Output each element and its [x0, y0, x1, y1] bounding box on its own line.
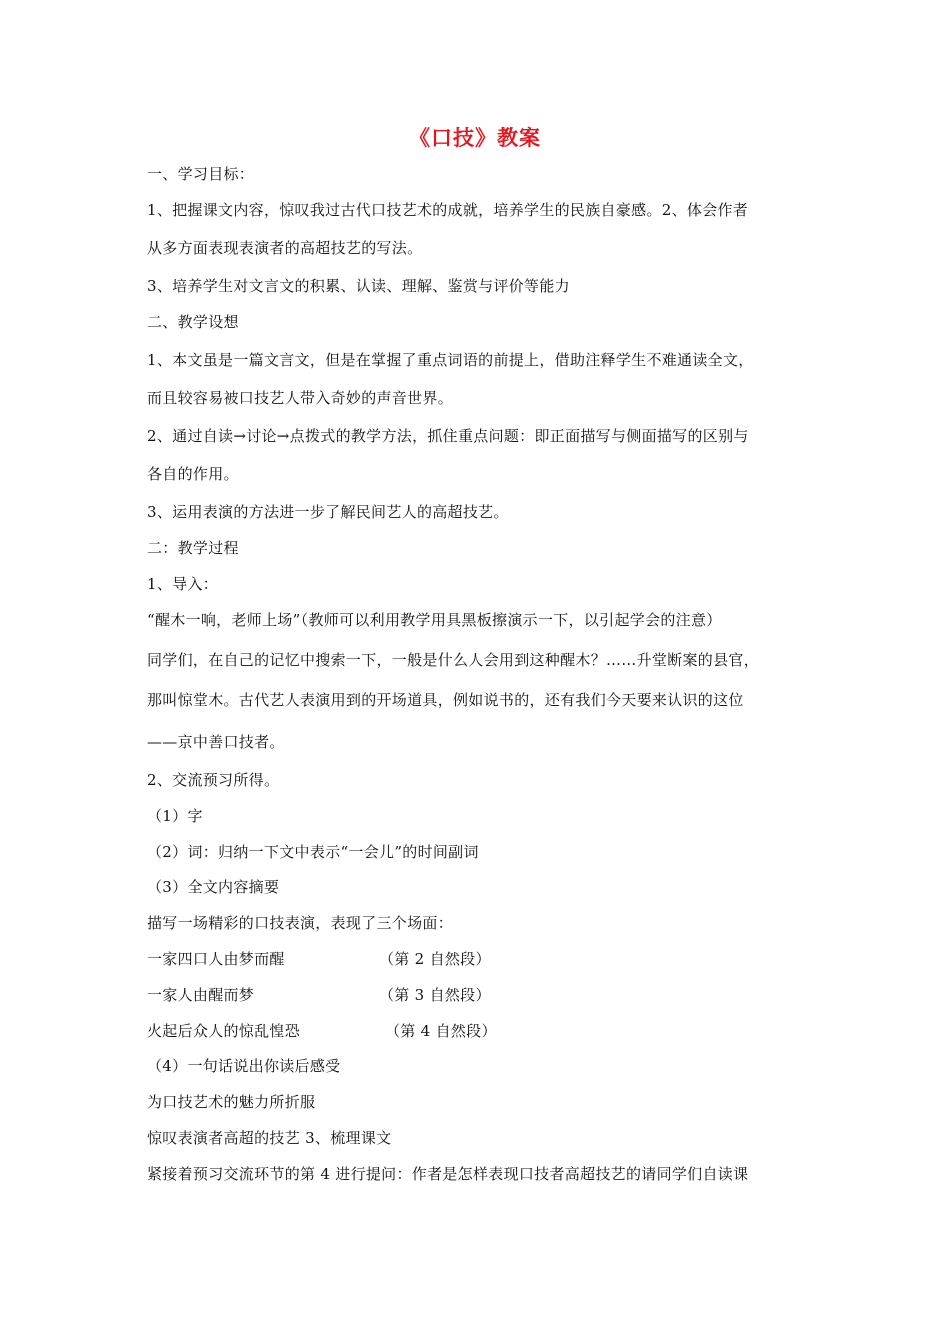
paragraph-line: 为口技艺术的魅力所折服	[147, 1093, 316, 1111]
paragraph-line: “醒木一响，老师上场”（教师可以利用教学用具黑板擦演示一下，以引起学会的注意）	[147, 611, 722, 629]
scene-row	[147, 1021, 497, 1041]
paragraph-line: 2、交流预习所得。	[147, 771, 280, 789]
paragraph-line: 描写一场精彩的口技表演，表现了三个场面：	[147, 914, 454, 932]
heading-learning-goals: 一、学习目标：	[147, 165, 255, 183]
scene-row	[147, 985, 491, 1005]
scene-paragraph: （第 2 自然段）	[379, 950, 491, 968]
paragraph-line: 从多方面表现表演者的高超技艺的写法。	[147, 239, 423, 257]
paragraph-line: （1）字	[147, 807, 203, 825]
paragraph-line: 紧接着预习交流环节的第 4 进行提问：作者是怎样表现口技者高超技艺的请同学们自读课	[147, 1165, 749, 1183]
paragraph-line: （2）词：归纳一下文中表示“一会儿”的时间副词	[147, 843, 479, 861]
paragraph-line: 1、导入：	[147, 575, 219, 593]
scene-row	[147, 949, 491, 969]
paragraph-line: 1、本文虽是一篇文言文，但是在掌握了重点词语的前提上，借助注释学生不难通读全文，	[147, 351, 754, 369]
scene-paragraph: （第 3 自然段）	[379, 986, 491, 1004]
paragraph-line: （3）全文内容摘要	[147, 878, 280, 896]
paragraph-line: 而且较容易被口技艺人带入奇妙的声音世界。	[147, 389, 454, 407]
heading-teaching-process: 二：教学过程	[147, 539, 239, 557]
heading-teaching-design: 二、教学设想	[147, 313, 239, 331]
paragraph-line: 3、培养学生对文言文的积累、认读、理解、鉴赏与评价等能力	[147, 277, 570, 295]
scene-paragraph: （第 4 自然段）	[385, 1022, 497, 1040]
paragraph-line: ——京中善口技者。	[147, 733, 285, 751]
paragraph-line: 各自的作用。	[147, 465, 239, 483]
scene-text: 一家人由醒而梦	[147, 986, 255, 1004]
document-title: 《口技》教案	[409, 126, 541, 150]
paragraph-line: 惊叹表演者高超的技艺 3、梳理课文	[147, 1129, 392, 1147]
paragraph-line: 1、把握课文内容，惊叹我过古代口技艺术的成就，培养学生的民族自豪感。2、体会作者	[147, 201, 749, 219]
paragraph-line: 2、通过自读→讨论→点拨式的教学方法，抓住重点问题：即正面描写与侧面描写的区别与	[147, 427, 749, 445]
paragraph-line: （4）一句话说出你读后感受	[147, 1057, 341, 1075]
paragraph-line: 同学们，在自己的记忆中搜索一下，一般是什么人会用到这种醒木？……升堂断案的县官，	[147, 651, 760, 669]
paragraph-line: 3、运用表演的方法进一步了解民间艺人的高超技艺。	[147, 503, 509, 521]
scene-text: 一家四口人由梦而醒	[147, 950, 285, 968]
scene-text: 火起后众人的惊乱惶恐	[147, 1022, 301, 1040]
paragraph-line: 那叫惊堂木。古代艺人表演用到的开场道具，例如说书的，还有我们今天要来认识的这位	[147, 691, 744, 709]
